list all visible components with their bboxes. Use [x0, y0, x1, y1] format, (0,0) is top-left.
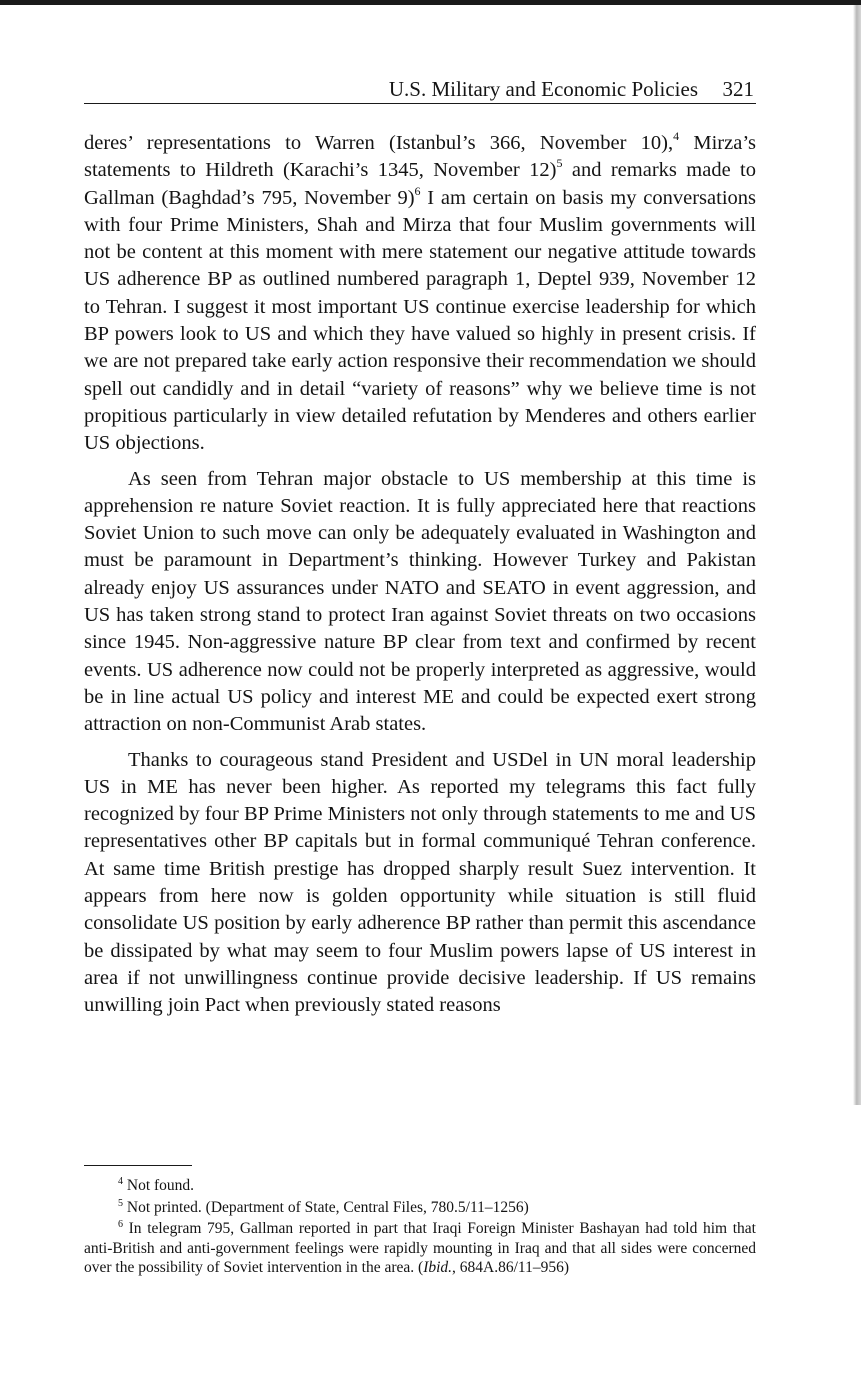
paragraph-1-segment-4: I am certain on basis my conversations with four Prime Ministers, Shah and Mirza that four Muslim governments will not be content at this moment with mere statement our negative attitude towards US adherence BP as outlined numbered paragraph 1, Deptel 939, November 12 to Tehran. I suggest it most important US continue exercise leadership for which BP powers look to US and which they have valued so highly in present crisis. If we are not prepared take early action responsive their recommendation we should spell out candidly and in detail “variety of reasons” why we believe time is not propitious particularly in view detailed refutation by Menderes and others earlier US objections. — [84, 186, 756, 455]
footnote-rule — [84, 1165, 192, 1166]
page-right-edge — [853, 5, 861, 1105]
footnote-mark: 5 — [118, 1197, 123, 1209]
footnote-text: In telegram 795, Gallman reported in part that Iraqi Foreign Minister Bashayan had told him that anti-British and anti-government feelings were rapidly mounting in Iraq and that all sides were concerned over the possibility of Soviet intervention in the area. ( — [84, 1220, 756, 1277]
paragraph-2: As seen from Tehran major obstacle to US membership at this time is apprehension re nature Soviet reaction. It is fully appreciated here that reactions Soviet Union to such move can only be adequately evaluated in Washington and must be paramount in Department’s thinking. However Turkey and Pakistan already enjoy US assurances under NATO and SEATO in event aggression, and US has taken strong stand to protect Iran against Soviet threats on two occasions since 1945. Non-aggressive nature BP clear from text and confirmed by recent events. US adherence now could not be properly interpreted as aggressive, would be in line actual US policy and interest ME and could be expected exert strong attraction on non-Communist Arab states. — [84, 467, 756, 736]
footnote-ibid: Ibid. — [423, 1259, 453, 1277]
page-top-edge — [0, 0, 861, 5]
footnote-ref-5: 5 — [556, 156, 563, 171]
footnote-5 — [84, 1198, 756, 1218]
footnote-ref-4: 4 — [673, 129, 680, 143]
paragraph-3: Thanks to courageous stand President and USDel in UN moral leadership US in ME has never been higher. As reported my telegrams this fact fully recognized by four BP Prime Ministers not only through statements to me and US representatives other BP capitals but in formal communiqué Tehran conference. At same time British prestige has dropped sharply result Suez intervention. It appears from here now is golden opportunity while situation is still fluid consolidate US position by early adherence BP rather than permit this ascendance be dissipated by what may seem to four Muslim powers lapse of US interest in area if not unwillingness continue provide decisive leadership. If US remains unwilling join Pact when previously stated reasons — [84, 748, 756, 1017]
footnote-tail: , 684A.86/11–956) — [452, 1259, 570, 1277]
body-text — [84, 130, 756, 1020]
footnotes — [84, 1176, 756, 1280]
running-title: U.S. Military and Economic Policies — [388, 77, 698, 101]
paragraph-1-segment-3: and remarks made to Gallman (Baghdad’s 795, November 9) — [84, 159, 756, 209]
paragraph-1-segment-2: Mirza’s statements to Hildreth (Karachi’s 1345, November 12) — [84, 132, 756, 182]
footnote-text: Not printed. (Department of State, Central Files, 780.5/11–1256) — [126, 1198, 529, 1216]
page-number: 321 — [722, 77, 754, 101]
footnote-4 — [84, 1176, 756, 1196]
footnote-mark: 4 — [118, 1176, 123, 1187]
footnote-6 — [84, 1219, 756, 1278]
paragraph-1-segment-1: deres’ representations to Warren (Istanbul’s 366, November 10), — [84, 132, 674, 154]
paragraph-1 — [84, 130, 756, 458]
footnote-ref-6: 6 — [414, 183, 421, 198]
footnote-mark: 6 — [118, 1219, 123, 1231]
footnote-text: Not found. — [126, 1177, 195, 1194]
running-header — [84, 76, 756, 104]
